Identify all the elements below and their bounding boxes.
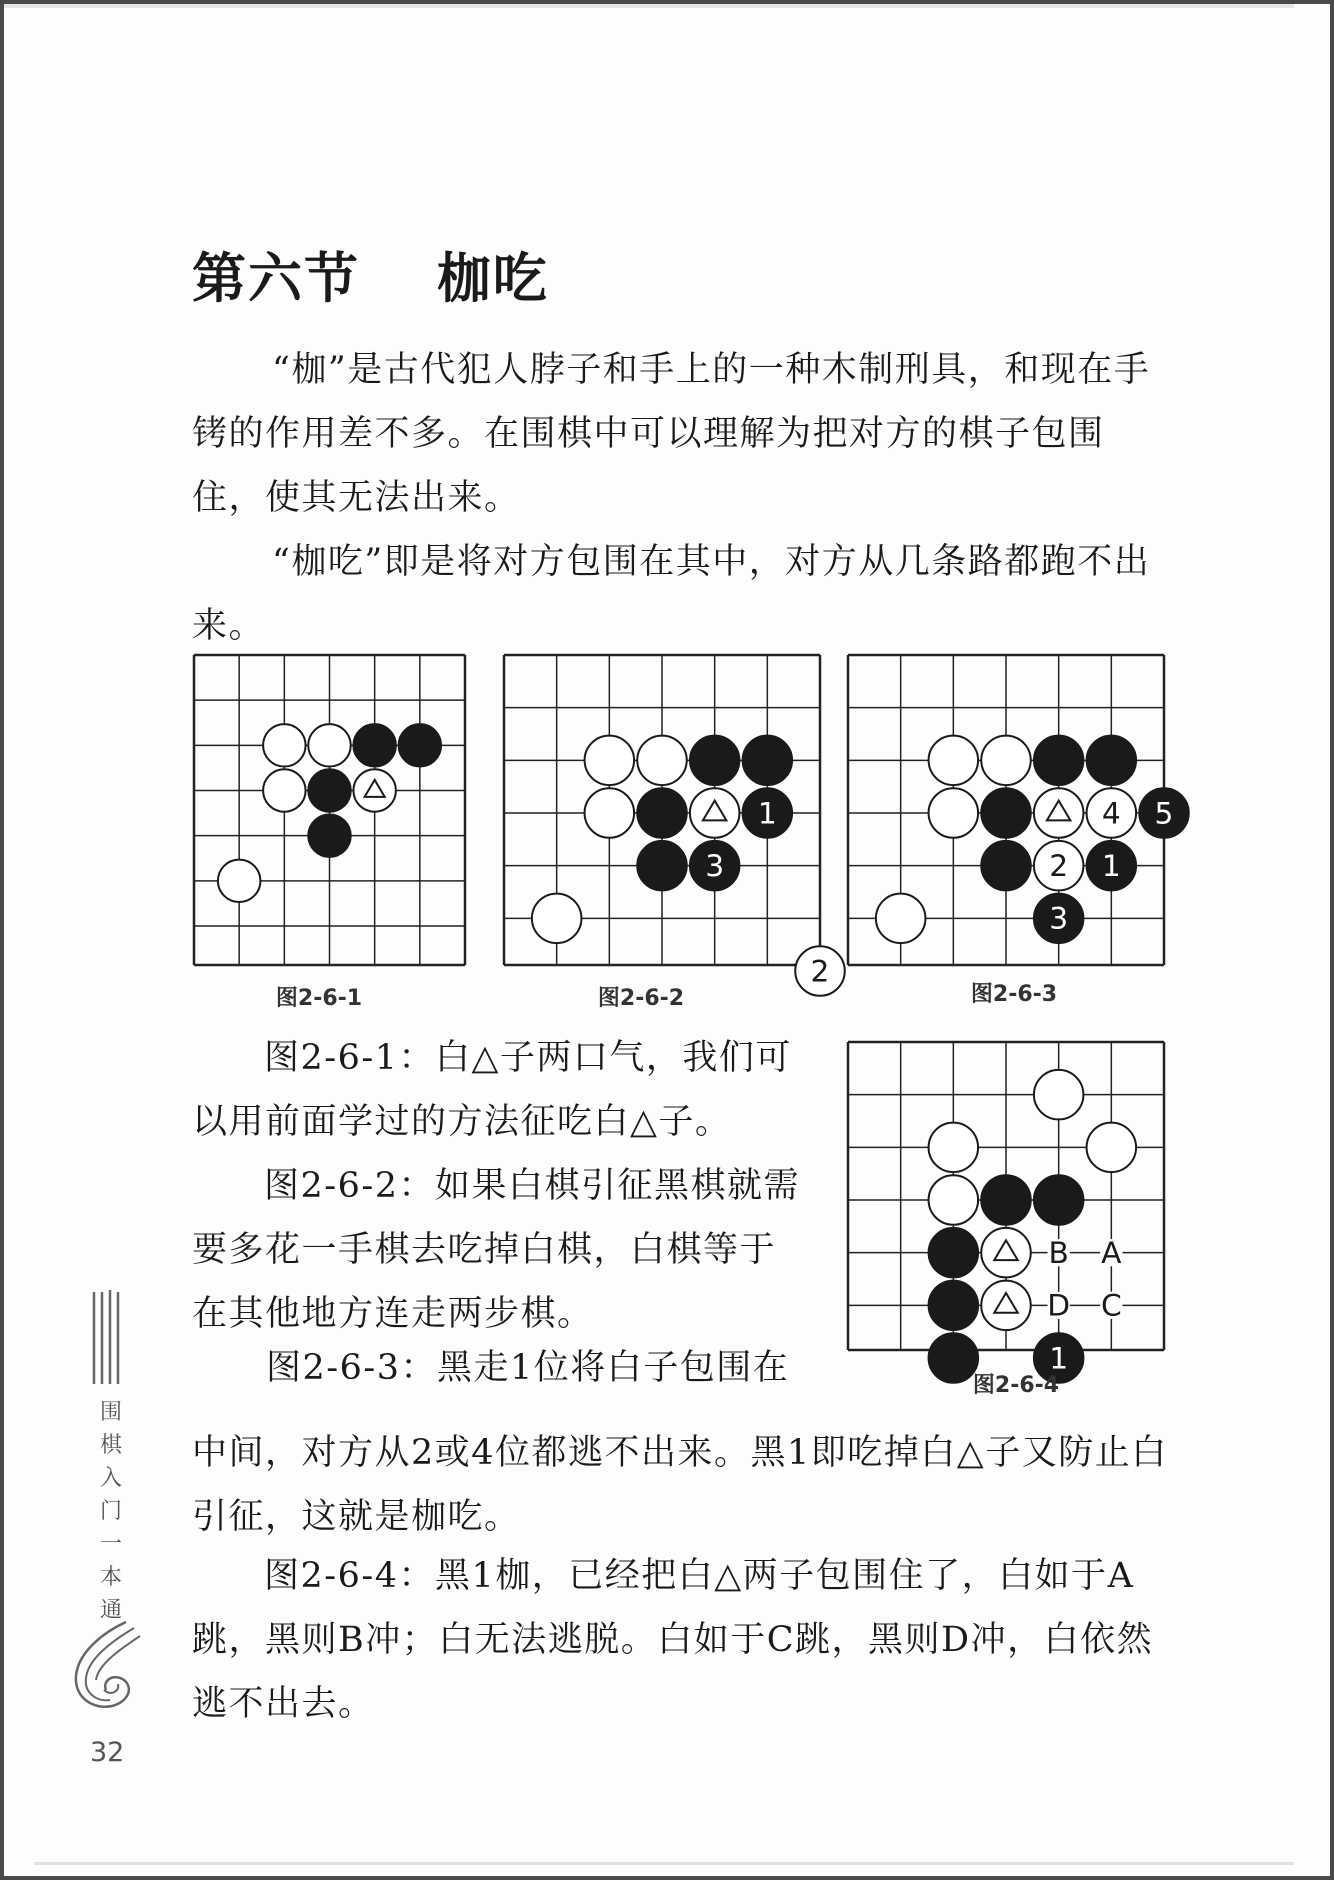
figure-caption: 图2-6-1: [275, 986, 363, 1011]
white-stone: [585, 788, 635, 838]
black-stone: [637, 841, 687, 891]
move-number: 1: [1049, 1341, 1069, 1377]
figure-caption: 图2-6-2: [597, 986, 685, 1011]
white-stone: [690, 788, 740, 838]
section-title: 第六节 枷吃: [192, 246, 549, 310]
point-letter: C: [1100, 1288, 1122, 1324]
move-number: 4: [1101, 796, 1121, 832]
white-stone: [929, 1123, 979, 1173]
white-stone: [929, 1175, 979, 1225]
black-stone: [690, 736, 740, 786]
white-stone: [263, 769, 305, 811]
white-stone: [876, 894, 926, 944]
white-stone: [532, 894, 582, 944]
move-number: 1: [757, 796, 777, 832]
move-number: 2: [1049, 849, 1069, 885]
white-stone: [929, 788, 979, 838]
black-stone: [308, 814, 350, 856]
white-stone: [263, 724, 305, 766]
book-page: [4, 4, 1330, 1876]
explanation-2-6-3-start: 图2-6-3：黑走1位将白子包围在: [266, 1348, 790, 1388]
black-stone: [929, 1281, 979, 1331]
black-stone: [1087, 736, 1137, 786]
white-stone: [929, 736, 979, 786]
go-board-2-6-1: [192, 653, 467, 967]
black-stone: [637, 788, 687, 838]
intro-paragraph-2: “枷吃”即是将对方包围在其中，对方从几条路都跑不出来。: [192, 542, 1151, 646]
black-stone: [743, 736, 793, 786]
page-number: 32: [90, 1737, 125, 1768]
black-stone: [981, 788, 1031, 838]
move-number: 5: [1154, 796, 1174, 832]
figure-caption: 图2-6-4: [972, 1373, 1060, 1398]
point-letter: A: [1101, 1236, 1122, 1272]
move-number: 3: [1049, 901, 1069, 937]
book-title-vertical: 围 棋 入 门 一 本 通: [99, 1400, 122, 1623]
black-stone: [1034, 1175, 1084, 1225]
explanation-2-6-2: 图2-6-2：如果白棋引征黑棋就需要多花一手棋去吃掉白棋，白棋等于在其他地方连走两步棋。: [192, 1166, 800, 1334]
point-letter: D: [1047, 1288, 1071, 1324]
explanation-2-6-1: 图2-6-1：白△子两口气，我们可以用前面学过的方法征吃白△子。: [192, 1038, 792, 1142]
black-stone: [981, 1175, 1031, 1225]
move-number: 2: [810, 954, 830, 990]
white-stone: [637, 736, 687, 786]
white-stone: [353, 769, 395, 811]
black-stone: [981, 841, 1031, 891]
explanation-2-6-4: 图2-6-4：黑1枷，已经把白△两子包围住了，白如于A跳，黑则B冲；白无法逃脱。白如于C跳，黑则D冲，白依然逃不出去。: [192, 1556, 1154, 1724]
page-edge-bottom: [34, 1862, 1294, 1865]
go-board-2-6-3: [846, 653, 1174, 967]
move-number: 3: [705, 849, 725, 885]
white-stone: [1034, 788, 1084, 838]
figure-caption: 图2-6-3: [970, 982, 1058, 1007]
go-board-2-6-4: [846, 1040, 1166, 1377]
white-stone: [981, 1281, 1031, 1331]
go-board-2-6-2: [502, 653, 830, 990]
black-stone: [308, 769, 350, 811]
black-stone: [353, 724, 395, 766]
white-stone: [981, 736, 1031, 786]
black-stone: [929, 1228, 979, 1278]
black-stone: [1034, 736, 1084, 786]
vertical-lines-ornament: [88, 1290, 128, 1386]
intro-paragraph-1: “枷”是古代犯人脖子和手上的一种木制刑具，和现在手铐的作用差不多。在围棋中可以理解为把对方的棋子包围住，使其无法出来。: [192, 350, 1151, 518]
move-number: 1: [1101, 849, 1121, 885]
explanation-2-6-3-cont: 中间，对方从2或4位都逃不出来。黑1即吃掉白△子又防止白引征，这就是枷吃。: [192, 1433, 1168, 1537]
cloud-swirl-ornament: [64, 1618, 144, 1718]
white-stone: [1034, 1070, 1084, 1120]
page-edge-top: [4, 4, 1294, 8]
black-stone: [399, 724, 441, 766]
white-stone: [218, 860, 260, 902]
white-stone: [1087, 1123, 1137, 1173]
white-stone: [308, 724, 350, 766]
white-stone: [585, 736, 635, 786]
point-letter: B: [1048, 1236, 1069, 1272]
white-stone: [981, 1228, 1031, 1278]
